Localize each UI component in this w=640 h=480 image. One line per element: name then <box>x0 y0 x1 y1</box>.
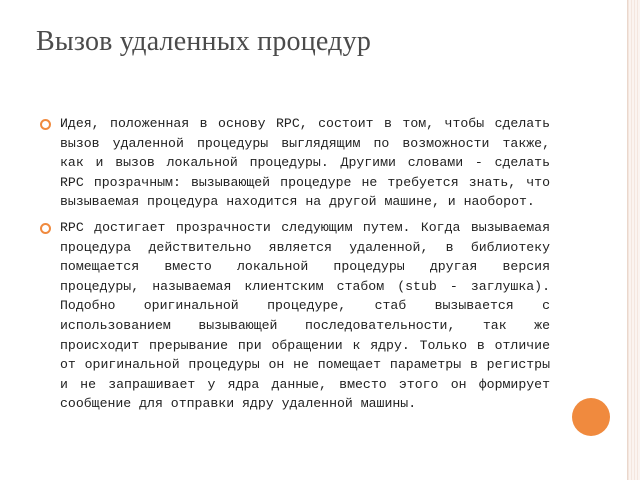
orange-circle-decoration <box>572 398 610 436</box>
bullet-circle-icon <box>40 223 51 234</box>
watermark: ru <box>606 451 624 471</box>
bullet-text-1: Идея, положенная в основу RPC, состоит в том, чтобы сделать вызов удаленной процедуры выглядящим по возможности также, как и вызов локальной процедуры. Другими словами - сделать RPC прозрачным: вызывающей процедуре не требуется знать, что вызываемая процедура находится на другой машине, и наоборот. <box>60 116 550 210</box>
bullet-text-2: RPC достигает прозрачности следующим путем. Когда вызываемая процедура действительно является удаленной, в библиотеку помещается вместо локальной процедуры другая версия процедуры, называемая клиентским стабом (stub - заглушка). Подобно оригинальной процедуре, стаб вызывается с использованием вызывающей последовательности, так же происходит прерывание при обращении к ядру. Только в отличие от оригинальной процедуры он не помещает параметры в регистры и не запрашивает у ядра данные, вместо этого он формирует сообщение для отправки ядру удаленной машины. <box>60 219 550 412</box>
bullet-item-1 <box>40 114 550 212</box>
slide-title: Вызов удаленных процедур <box>36 26 372 57</box>
decorative-stripe <box>627 0 640 480</box>
slide-content <box>40 114 550 420</box>
bullet-item-2 <box>40 218 550 414</box>
bullet-circle-icon <box>40 119 51 130</box>
